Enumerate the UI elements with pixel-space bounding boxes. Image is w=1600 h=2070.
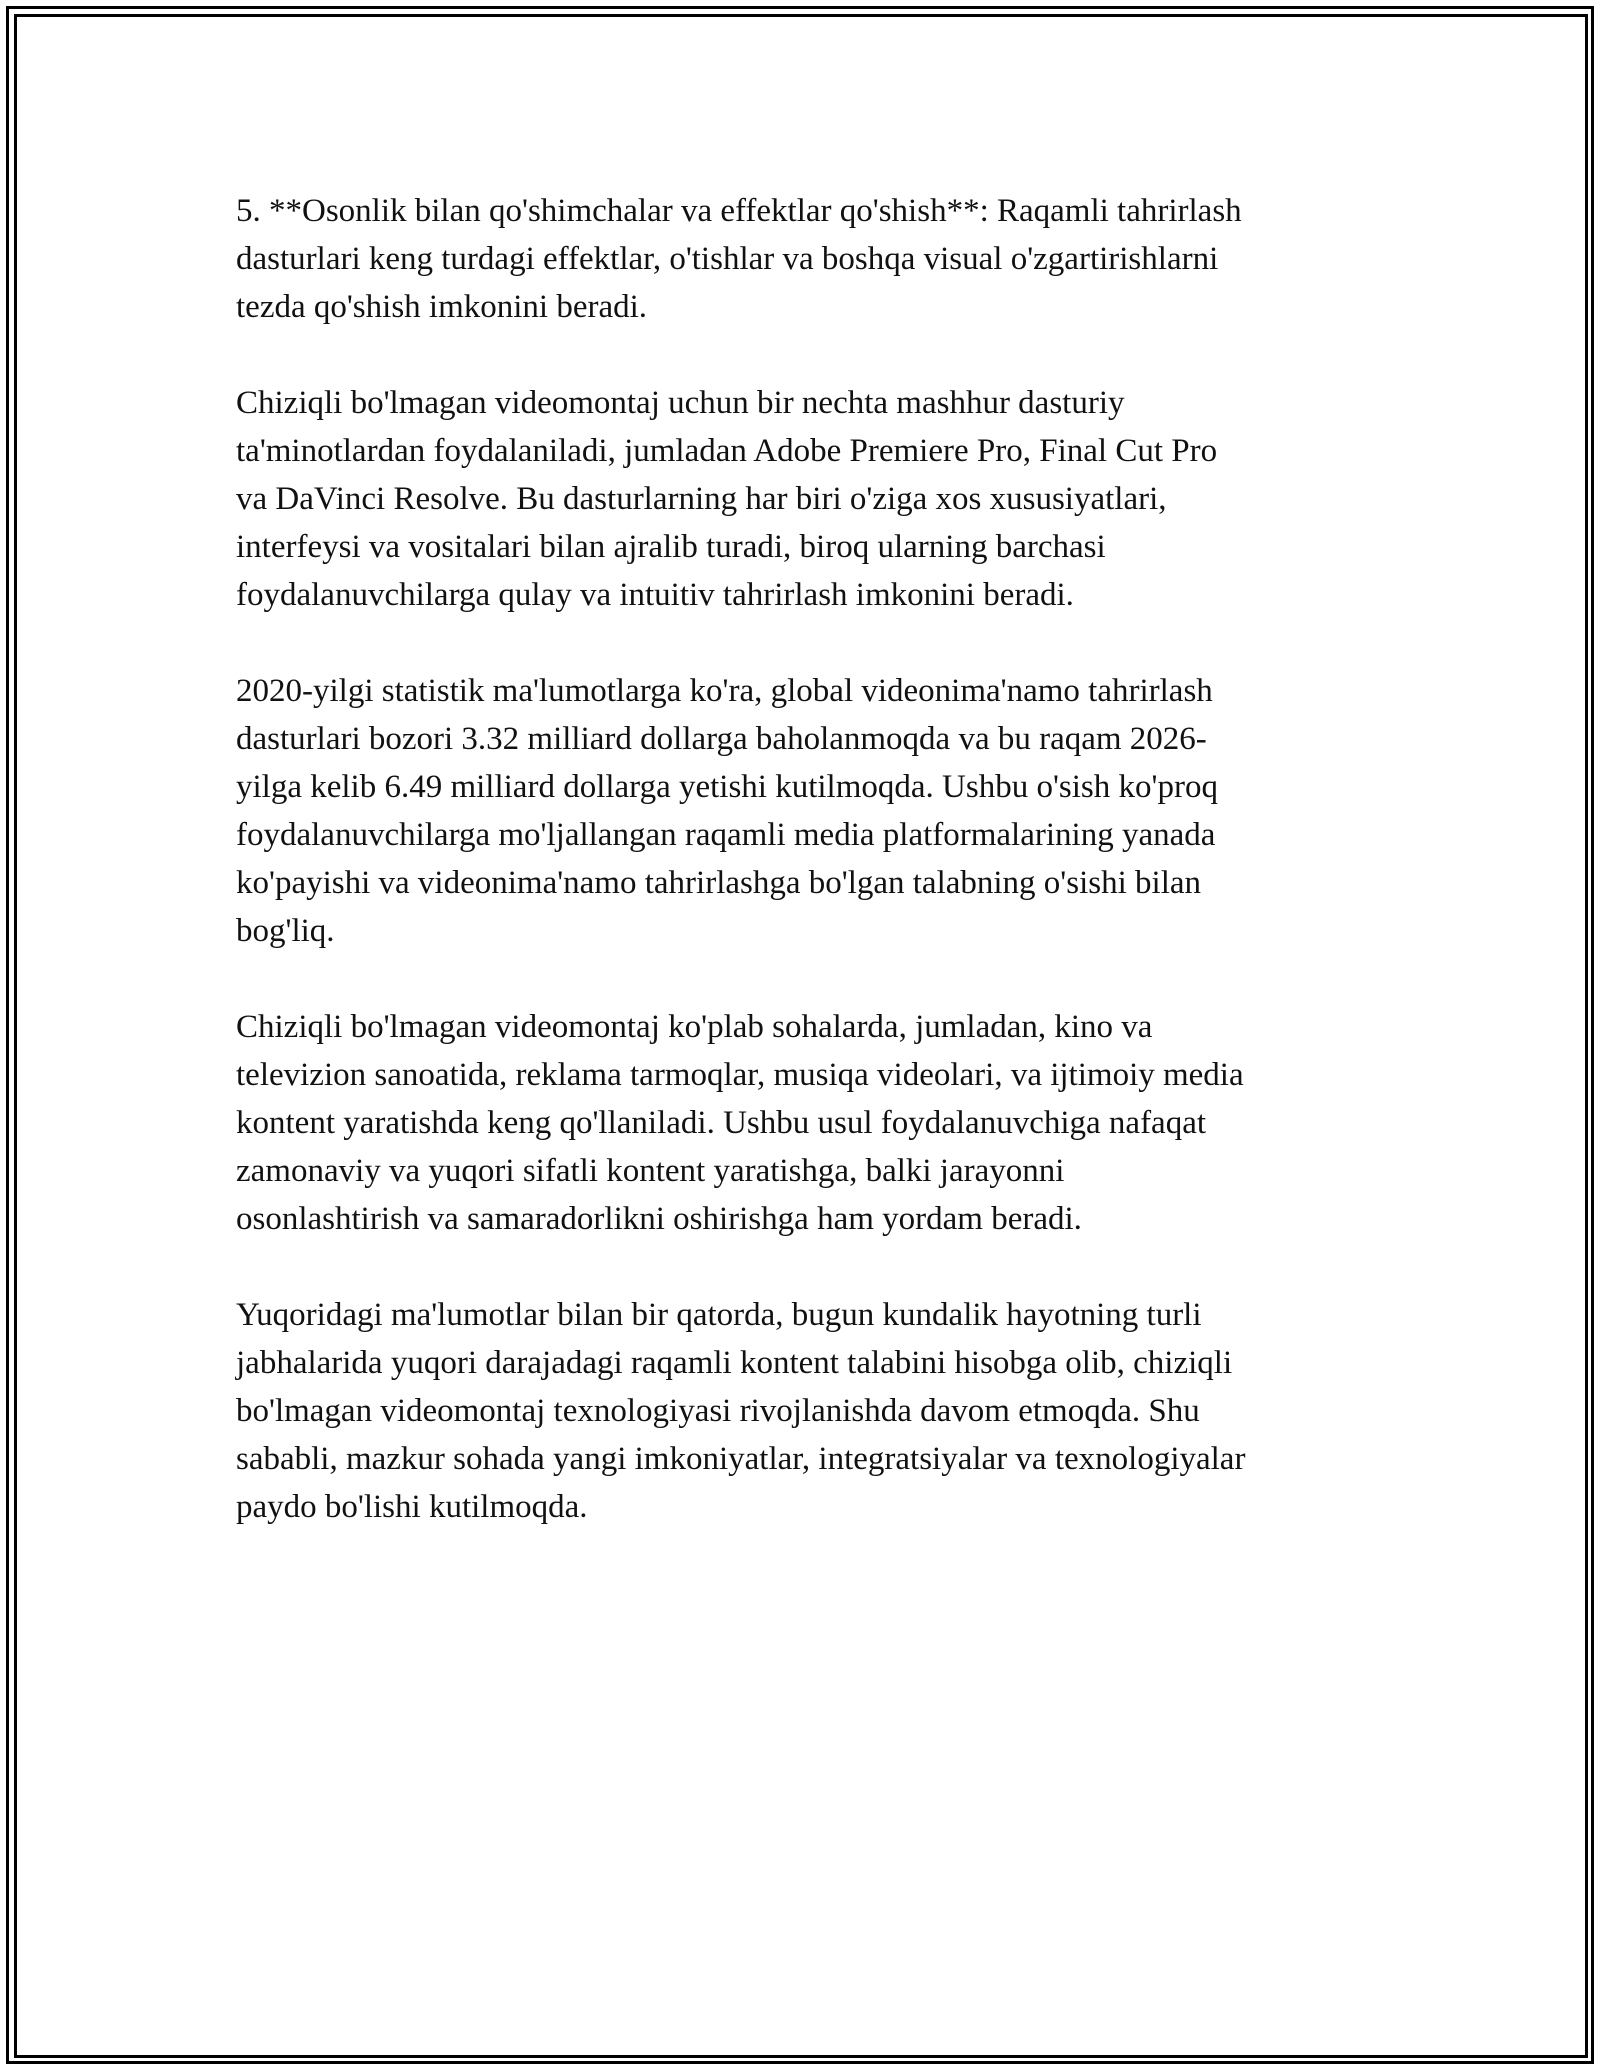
paragraph-conclusion: Yuqoridagi ma'lumotlar bilan bir qatorda, bugun kundalik hayotning turli jabhalarida yuqori darajadagi raqamli kontent talabini hisobga olib, chiziqli bo'lmagan videomontaj texnologiyasi rivojlanishda davom etmoqda. Shu sababli, mazkur sohada yangi imkoniyatlar, integratsiyalar va texnologiyalar paydo bo'lishi kutilmoqda.: [236, 1297, 1246, 1525]
document-body: [236, 187, 1372, 1531]
paragraph-software: Chiziqli bo'lmagan videomontaj uchun bir nechta mashhur dasturiy ta'minotlardan foydalaniladi, jumladan Adobe Premiere Pro, Final Cut Pro va DaVinci Resolve. Bu dasturlarning har biri o'ziga xos xususiyatlari, interfeysi va vositalari bilan ajralib turadi, biroq ularning barchasi foydalanuvchilarga qulay va intuitiv tahrirlash imkonini beradi.: [236, 385, 1218, 613]
paragraph-effects: 5. **Osonlik bilan qo'shimchalar va effektlar qo'shish**: Raqamli tahrirlash dasturlari keng turdagi effektlar, o'tishlar va boshqa visual o'zgartirishlarni tezda qo'shish imkonini beradi.: [236, 193, 1242, 325]
paragraph-statistics: 2020-yilgi statistik ma'lumotlarga ko'ra, global videonima'namo tahrirlash dasturlari bozori 3.32 milliard dollarga baholanmoqda va bu raqam 2026- yilga kelib 6.49 milliard dollarga yetishi kutilmoqda. Ushbu o'sish ko'proq foydalanuvchilarga mo'ljallangan raqamli media platformalarining yanada ko'payishi va videonima'namo tahrirlashga bo'lgan talabning o'sishi bilan bog'liq.: [236, 673, 1218, 949]
paragraph-industries: Chiziqli bo'lmagan videomontaj ko'plab sohalarda, jumladan, kino va televizion sanoatida, reklama tarmoqlar, musiqa videolari, va ijtimoiy media kontent yaratishda keng qo'llaniladi. Ushbu usul foydalanuvchiga nafaqat zamonaviy va yuqori sifatli kontent yaratishga, balki jarayonni osonlashtirish va samaradorlikni oshirishga ham yordam beradi.: [236, 1009, 1244, 1237]
